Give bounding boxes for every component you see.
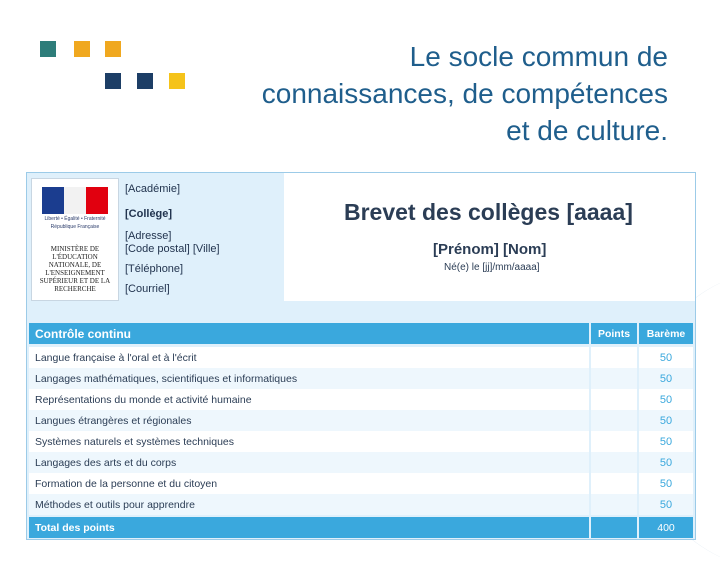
birth-date: Né(e) le [jj]/mm/aaaa] — [444, 262, 540, 273]
row-bareme: 50 — [639, 452, 693, 473]
row-label: Langages mathématiques, scientifiques et informatiques — [29, 368, 589, 389]
table-row — [29, 473, 693, 494]
row-points — [591, 410, 637, 431]
table-row — [29, 389, 693, 410]
row-bareme: 50 — [639, 410, 693, 431]
deco-square-orange-2 — [105, 41, 121, 57]
row-points — [591, 431, 637, 452]
table-row — [29, 347, 693, 368]
row-label: Formation de la personne et du citoyen — [29, 473, 589, 494]
header-points: Points — [591, 323, 637, 344]
row-bareme: 50 — [639, 368, 693, 389]
row-points — [591, 494, 637, 515]
row-bareme: 50 — [639, 347, 693, 368]
field-adresse: [Adresse] — [125, 230, 172, 242]
field-courriel: [Courriel] — [125, 283, 170, 295]
total-bareme: 400 — [639, 517, 693, 538]
row-label: Représentations du monde et activité humaine — [29, 389, 589, 410]
slide-title — [262, 38, 668, 149]
row-bareme: 50 — [639, 494, 693, 515]
deco-square-navy-2 — [137, 73, 153, 89]
row-points — [591, 473, 637, 494]
slide-title-line-3: et de culture. — [506, 115, 668, 146]
deco-square-orange-1 — [74, 41, 90, 57]
table-row — [29, 410, 693, 431]
row-points — [591, 347, 637, 368]
row-bareme: 50 — [639, 389, 693, 410]
field-academie: [Académie] — [125, 183, 181, 195]
brevet-title: Brevet des collèges [aaaa] — [344, 199, 633, 225]
brevet-document — [26, 172, 696, 540]
table-total-row — [29, 517, 693, 538]
candidate-name: [Prénom] [Nom] — [433, 241, 547, 258]
school-info-panel — [29, 175, 284, 301]
total-label: Total des points — [29, 517, 589, 538]
deco-square-yellow — [169, 73, 185, 89]
row-bareme: 50 — [639, 431, 693, 452]
slide-title-line-1: Le socle commun de — [409, 41, 668, 72]
table-header-row — [29, 323, 693, 344]
brevet-header — [284, 173, 695, 301]
row-label: Systèmes naturels et systèmes techniques — [29, 431, 589, 452]
field-college: [Collège] — [125, 208, 173, 220]
field-code-postal-ville: [Code postal] [Ville] — [125, 243, 220, 255]
deco-square-navy-1 — [105, 73, 121, 89]
row-label: Langue française à l'oral et à l'écrit — [29, 347, 589, 368]
row-points — [591, 389, 637, 410]
ministry-logo — [31, 178, 119, 301]
marianne-flag-icon — [42, 187, 108, 214]
row-points — [591, 368, 637, 389]
row-label: Langues étrangères et régionales — [29, 410, 589, 431]
logo-republic: République Française — [50, 224, 100, 230]
deco-square-teal — [40, 41, 56, 57]
row-bareme: 50 — [639, 473, 693, 494]
logo-ministry: MINISTÈRE DE L'ÉDUCATION NATIONALE, DE L'ENSEIGNEMENT SUPÉRIEUR ET DE LA RECHERCHE — [39, 245, 111, 293]
table-row — [29, 452, 693, 473]
header-label: Contrôle continu — [29, 323, 589, 344]
table-row — [29, 494, 693, 515]
table-row — [29, 431, 693, 452]
total-points — [591, 517, 637, 538]
logo-motto: Liberté • Égalité • Fraternité — [44, 216, 106, 222]
slide-title-line-2: connaissances, de compétences — [261, 78, 668, 109]
row-label: Langages des arts et du corps — [29, 452, 589, 473]
field-telephone: [Téléphone] — [125, 263, 184, 275]
table-row — [29, 368, 693, 389]
row-points — [591, 452, 637, 473]
row-label: Méthodes et outils pour apprendre — [29, 494, 589, 515]
header-bareme: Barème — [639, 323, 693, 344]
